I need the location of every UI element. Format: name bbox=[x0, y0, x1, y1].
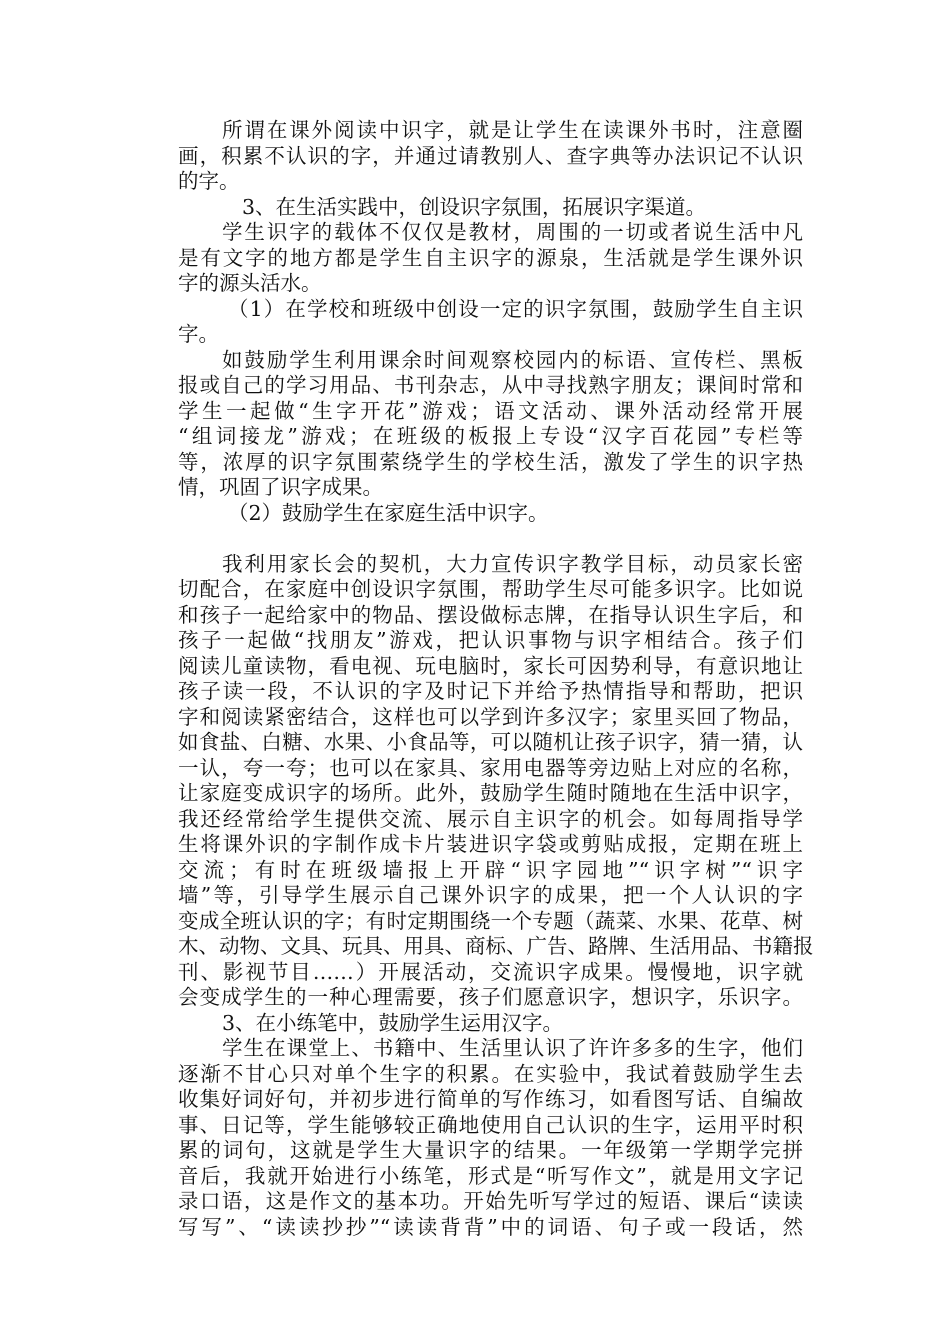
section-heading: 3、在小练笔中，鼓励学生运用汉字。 bbox=[222, 1010, 564, 1035]
text-line: 如食盐、白糖、水果、小食品等，可以随机让孩子识字，猜一猜，认 bbox=[178, 730, 803, 754]
text-line: 我还经常给学生提供交流、展示自主识字的机会。如每周指导学 bbox=[178, 806, 803, 831]
subsection-heading: （1）在学校和班级中创设一定的识字氛围，鼓励学生自主识 bbox=[228, 296, 803, 321]
text-line: 变成全班认识的字；有时定期围绕一个专题（蔬菜、水果、花草、树 bbox=[178, 908, 803, 933]
text-line: 墙”等，引导学生展示自己课外识字的成果，把一个人认识的字 bbox=[178, 883, 803, 907]
text-line: 的字。 bbox=[178, 169, 240, 193]
text-line: 累的词句，这就是学生大量识字的结果。一年级第一学期学完拼 bbox=[178, 1138, 803, 1162]
text-line: 学生一起做“生字开花”游戏；语文活动、课外活动经常开展 bbox=[178, 398, 803, 423]
text-line: 事、日记等，学生能够较正确地使用自己认识的生字，运用平时积 bbox=[178, 1112, 803, 1137]
blank-line bbox=[178, 526, 803, 552]
text-line: 写写”、“读读抄抄”“读读背背”中的词语、句子或一段话，然 bbox=[178, 1214, 803, 1239]
text-line: 刊、影视节目……）开展活动，交流识字成果。慢慢地，识字就 bbox=[178, 959, 803, 984]
text-line: 我利用家长会的契机，大力宣传识字教学目标，动员家长密 bbox=[222, 551, 803, 576]
text-line: 录口语，这是作文的基本功。开始先听写学过的短语、课后“读读 bbox=[178, 1189, 803, 1213]
document-body bbox=[178, 118, 814, 1240]
subsection-heading: （2）鼓励学生在家庭生活中识字。 bbox=[228, 500, 549, 525]
text-line: 报或自己的学习用品、书刊杂志，从中寻找熟字朋友；课间时常和 bbox=[178, 373, 803, 397]
text-line: 让家庭变成识字的场所。此外，鼓励学生随时随地在生活中识字， bbox=[178, 781, 803, 805]
text-line: 逐渐不甘心只对单个生字的积累。在实验中，我试着鼓励学生去 bbox=[178, 1061, 803, 1086]
text-line: 等，浓厚的识字氛围萦绕学生的学校生活，激发了学生的识字热 bbox=[178, 449, 803, 474]
text-line: 收集好词好句，并初步进行简单的写作练习，如看图写话、自编故 bbox=[178, 1087, 803, 1111]
text-line: 所谓在课外阅读中识字，就是让学生在读课外书时，注意圈 bbox=[222, 118, 803, 142]
text-line: 画，积累不认识的字，并通过请教别人、查字典等办法识记不认识 bbox=[178, 143, 803, 168]
text-line: 字。 bbox=[178, 322, 219, 346]
text-line: 切配合，在家庭中创设识字氛围，帮助学生尽可能多识字。比如说 bbox=[178, 577, 803, 601]
text-line: 字和阅读紧密结合，这样也可以学到许多汉字；家里买回了物品， bbox=[178, 704, 803, 729]
text-line: 会变成学生的一种心理需要，孩子们愿意识字，想识字，乐识字。 bbox=[178, 985, 803, 1009]
text-line: 是有文字的地方都是学生自主识字的源泉，生活就是学生课外识 bbox=[178, 245, 803, 270]
text-line: 字的源头活水。 bbox=[178, 271, 322, 295]
text-line: 如鼓励学生利用课余时间观察校园内的标语、宣传栏、黑板 bbox=[222, 347, 803, 372]
text-line: 孩子读一段，不认识的字及时记下并给予热情指导和帮助，把识 bbox=[178, 679, 803, 703]
text-line: 学生识字的载体不仅仅是教材，周围的一切或者说生活中凡 bbox=[222, 220, 803, 244]
text-line: 一认，夸一夸；也可以在家具、家用电器等旁边贴上对应的名称， bbox=[178, 755, 803, 780]
section-heading: 3、在生活实践中，创设识字氛围，拓展识字渠道。 bbox=[242, 194, 707, 219]
text-line: 音后，我就开始进行小练笔，形式是“听写作文”，就是用文字记 bbox=[178, 1163, 803, 1188]
text-line: 阅读儿童读物，看电视、玩电脑时，家长可因势利导，有意识地让 bbox=[178, 653, 803, 678]
text-line: 生将课外识的字制作成卡片装进识字袋或剪贴成报，定期在班上 bbox=[178, 832, 803, 856]
text-line: 孩子一起做“找朋友”游戏，把认识事物与识字相结合。孩子们 bbox=[178, 628, 803, 652]
text-line: 木、动物、文具、玩具、用具、商标、广告、路牌、生活用品、书籍报 bbox=[178, 934, 814, 958]
text-line: 交流；有时在班级墙报上开辟“识字园地”“识字树”“识字 bbox=[178, 857, 803, 882]
text-line: 和孩子一起给家中的物品、摆设做标志牌，在指导认识生字后，和 bbox=[178, 602, 803, 627]
text-line: “组词接龙”游戏；在班级的板报上专设“汉字百花园”专栏等 bbox=[178, 424, 803, 448]
text-line: 情，巩固了识字成果。 bbox=[178, 475, 383, 499]
text-line: 学生在课堂上、书籍中、生活里认识了许许多多的生字，他们 bbox=[222, 1036, 803, 1060]
